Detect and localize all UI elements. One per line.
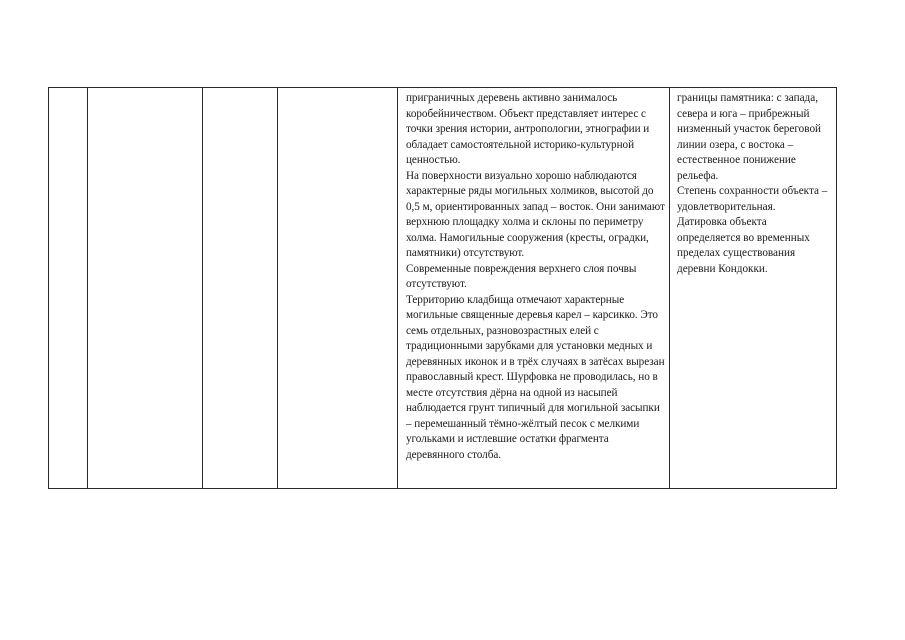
monument-table — [48, 87, 837, 489]
description-paragraph: На поверхности визуально хорошо наблюдаются характерные ряды могильных холмиков, высотой до 0,5 м, ориентированных запад – восток. Они занимают верхнюю площадку холма и склоны по периметру холма. Намогильные сооружения (кресты, оградки, памятники) отсутствуют. — [406, 169, 665, 259]
cell-category — [203, 88, 278, 489]
description-paragraph: Территорию кладбища отмечают характерные могильные священные деревья карел – карсикко. Это семь отдельных, разновозрастных елей с традиционными зарубками для установки медных и деревянных иконок и в трёх случаях в затёсах вырезан православный крест. Шурфовка не проводилась, но в месте отсутствия дёрна на одной из насыпей наблюдается грунт типичный для могильной засыпки – перемешанный тёмно-жёлтый песок с мелкими угольками и истлевшие остатки фрагмента деревянного столба. — [406, 293, 665, 461]
notes-paragraph: Датировка объекта определяется во временных пределах существования деревни Кондокки. — [677, 216, 810, 275]
table-row — [49, 88, 837, 489]
cell-notes — [670, 88, 837, 489]
cell-location — [278, 88, 398, 489]
notes-paragraph: Степень сохранности объекта – удовлетворительная. — [677, 185, 828, 213]
cell-name — [88, 88, 203, 489]
notes-paragraph: границы памятника: с запада, севера и юга – прибрежный низменный участок береговой линии озера, с востока – естественное понижение рельефа. — [677, 92, 822, 182]
description-paragraph: приграничных деревень активно занималось коробейничеством. Объект представляет интерес с точки зрения истории, антропологии, этнографии и обладает самостоятельной историко-культурной ценностью. — [406, 92, 650, 166]
cell-number — [49, 88, 88, 489]
description-paragraph: Современные повреждения верхнего слоя почвы отсутствуют. — [406, 262, 637, 290]
cell-description — [398, 88, 670, 489]
